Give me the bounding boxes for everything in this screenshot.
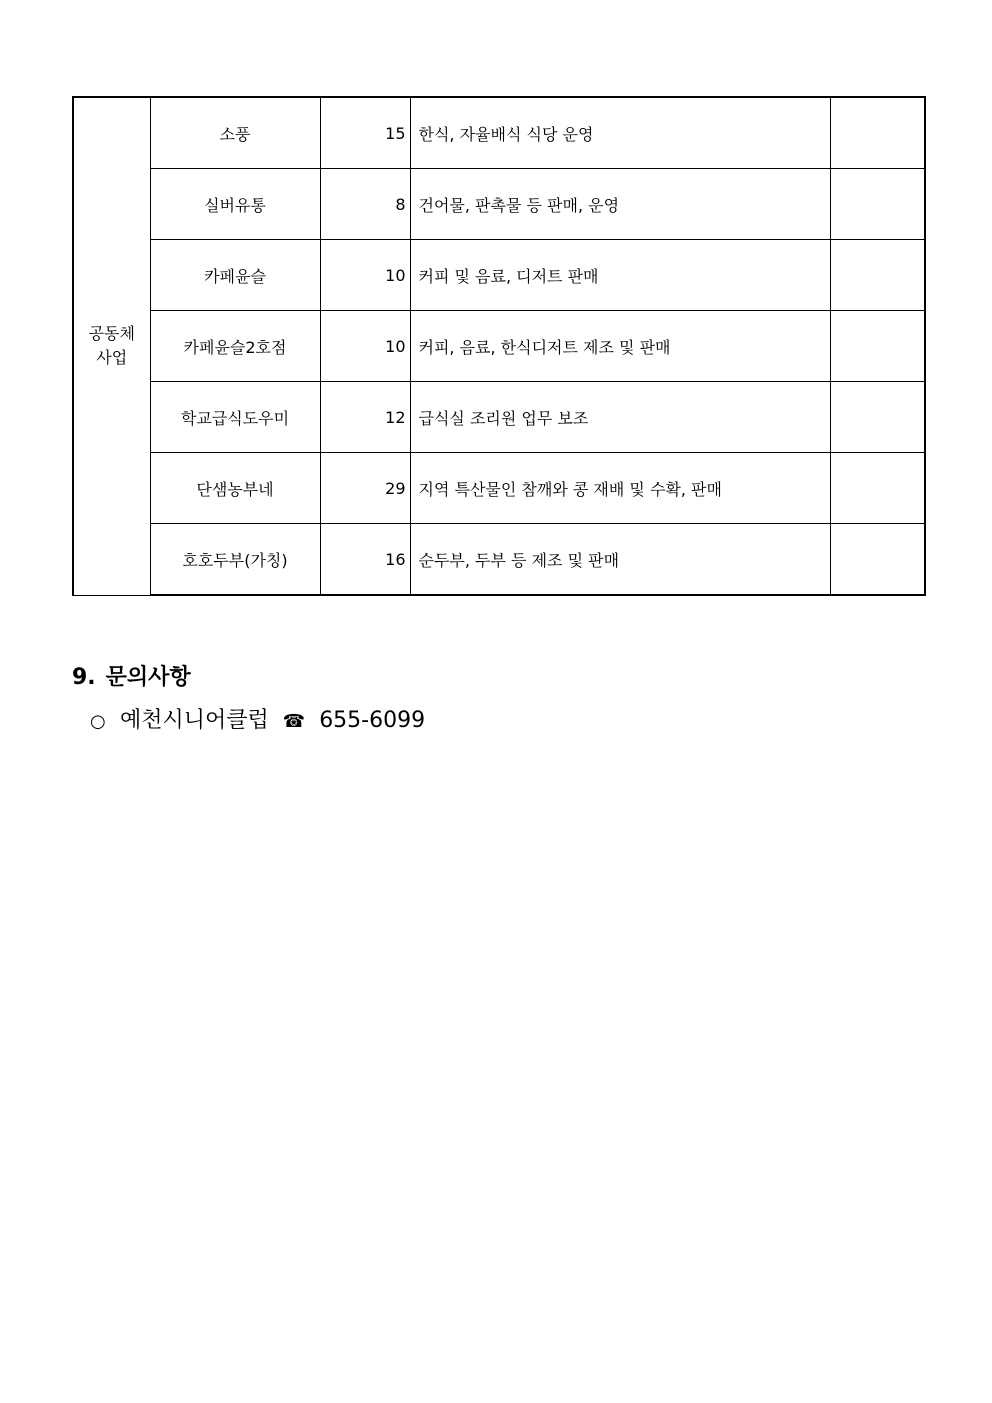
note-cell [830,311,925,382]
participant-count: 29 [320,453,410,524]
participant-count: 16 [320,524,410,596]
table-row [73,169,925,240]
table-row [73,524,925,596]
section-heading [72,660,191,691]
business-description: 지역 특산물인 참깨와 콩 재배 및 수확, 판매 [410,453,830,524]
table-row [73,97,925,169]
note-cell [830,453,925,524]
table-row [73,453,925,524]
note-cell [830,524,925,596]
phone-icon: ☎ [282,711,306,732]
participant-count: 12 [320,382,410,453]
note-cell [830,240,925,311]
table-row [73,240,925,311]
business-table [72,96,926,596]
table-row [73,311,925,382]
contact-line [90,703,425,734]
business-name: 학교급식도우미 [150,382,320,453]
category-line-1: 공동체 [88,324,135,344]
contact-phone: 655-6099 [319,708,426,733]
participant-count: 10 [320,311,410,382]
business-description: 커피, 음료, 한식디저트 제조 및 판매 [410,311,830,382]
business-description: 건어물, 판촉물 등 판매, 운영 [410,169,830,240]
business-name: 카페윤슬 [150,240,320,311]
note-cell [830,169,925,240]
business-name: 카페윤슬2호점 [150,311,320,382]
business-name: 호호두부(가칭) [150,524,320,596]
section-number: 9. [72,665,96,690]
note-cell [830,97,925,169]
business-name: 실버유통 [150,169,320,240]
participant-count: 8 [320,169,410,240]
category-cell [73,97,150,595]
participant-count: 15 [320,97,410,169]
bullet-icon: ○ [90,711,106,732]
business-description: 급식실 조리원 업무 보조 [410,382,830,453]
section-title: 문의사항 [105,665,191,690]
category-line-2: 사업 [96,348,128,368]
business-name: 단샘농부네 [150,453,320,524]
business-description: 커피 및 음료, 디저트 판매 [410,240,830,311]
participant-count: 10 [320,240,410,311]
business-name: 소풍 [150,97,320,169]
business-description: 순두부, 두부 등 제조 및 판매 [410,524,830,596]
contact-organization: 예천시니어클럽 [120,708,269,733]
note-cell [830,382,925,453]
business-description: 한식, 자율배식 식당 운영 [410,97,830,169]
table-row [73,382,925,453]
